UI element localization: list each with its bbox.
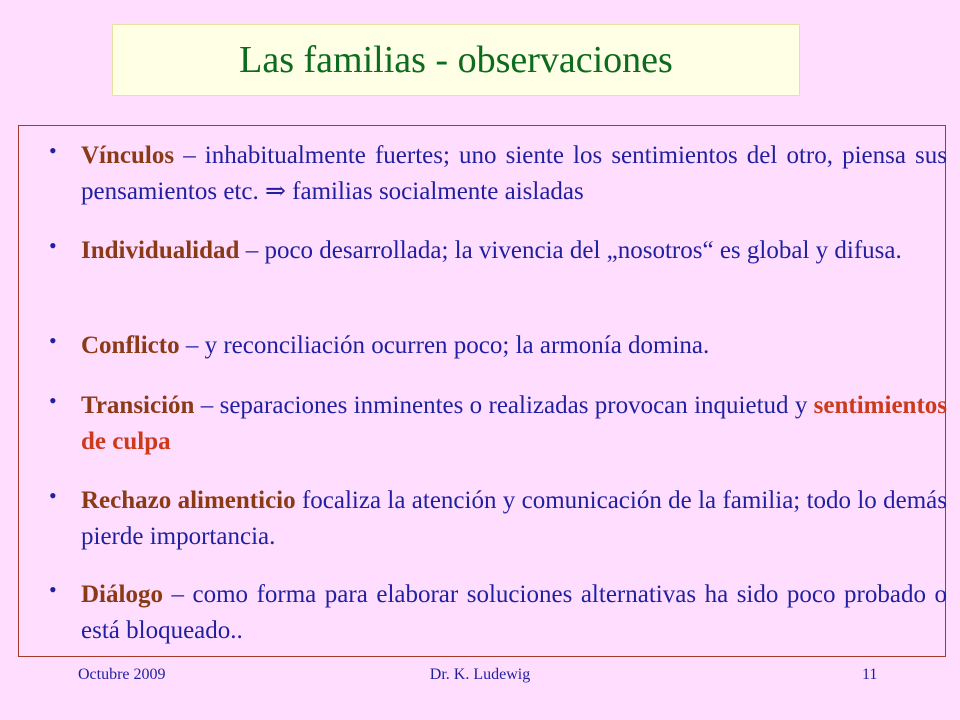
item-highlight: sentimientos de culpa bbox=[81, 392, 947, 455]
item-term: Conflicto bbox=[81, 332, 180, 359]
item-term: Rechazo alimenticio bbox=[81, 487, 296, 514]
item-body: – inhabitualmente fuertes; uno siente los sentimientos del otro, piensa sus pensamientos etc. ⇒ familias socialmente aisladas bbox=[81, 142, 947, 205]
page-number: 11 bbox=[862, 666, 878, 683]
item-text bbox=[81, 388, 947, 460]
slide-title: Las familias - observaciones bbox=[239, 39, 673, 81]
footer-date: Octubre 2009 bbox=[78, 666, 166, 683]
list-item bbox=[37, 577, 947, 649]
list-item bbox=[37, 138, 947, 210]
item-term: Vínculos bbox=[81, 142, 175, 169]
item-text bbox=[81, 483, 947, 555]
list-item bbox=[37, 328, 947, 364]
item-body: focaliza la atención y comunicación de la familia; todo lo demás pierde importancia. bbox=[81, 487, 947, 550]
bullet-icon: • bbox=[49, 388, 57, 413]
title-box bbox=[112, 24, 800, 96]
item-body: – separaciones inminentes o realizadas provocan inquietud y bbox=[194, 392, 814, 419]
item-text bbox=[81, 233, 947, 269]
item-term: Individualidad bbox=[81, 237, 240, 264]
item-body: – poco desarrollada; la vivencia del „nosotros“ es global y difusa. bbox=[239, 237, 902, 264]
bullet-icon: • bbox=[49, 138, 57, 163]
item-term: Transición bbox=[81, 392, 195, 419]
bullet-icon: • bbox=[49, 577, 57, 602]
bullet-icon: • bbox=[49, 328, 57, 353]
list-item bbox=[37, 388, 947, 460]
content-box bbox=[18, 125, 946, 657]
item-text bbox=[81, 138, 947, 210]
item-body: – como forma para elaborar soluciones alternativas ha sido poco probado o está bloqueado.. bbox=[81, 581, 947, 644]
bullet-icon: • bbox=[49, 483, 57, 508]
footer-author: Dr. K. Ludewig bbox=[429, 666, 531, 683]
item-text bbox=[81, 577, 947, 649]
item-text bbox=[81, 328, 947, 364]
list-item bbox=[37, 233, 947, 269]
bullet-icon: • bbox=[49, 233, 57, 258]
list-item bbox=[37, 483, 947, 555]
item-term: Diálogo bbox=[81, 581, 163, 608]
item-body: – y reconciliación ocurren poco; la armonía domina. bbox=[179, 332, 710, 359]
